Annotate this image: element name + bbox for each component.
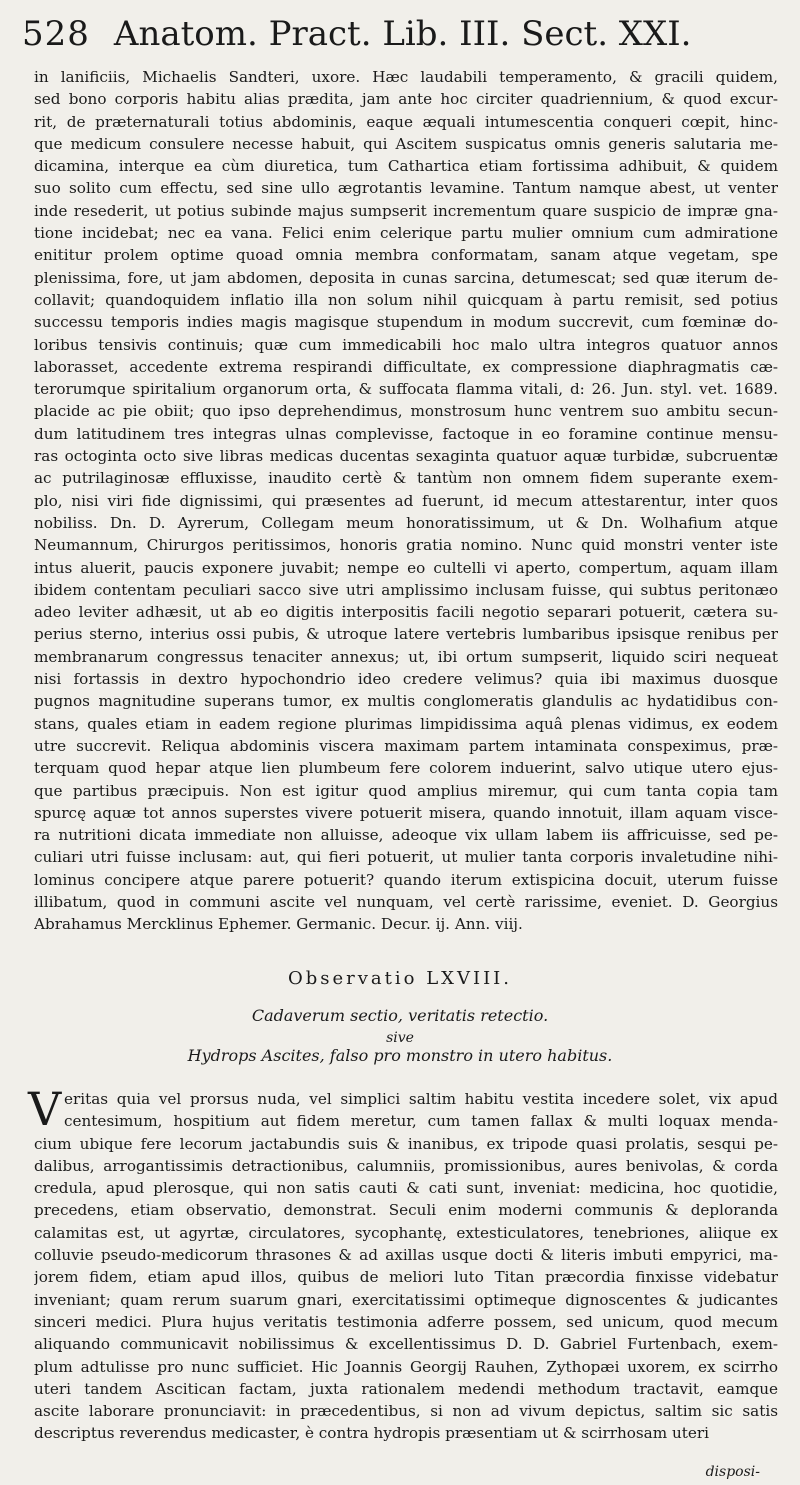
observation-subtitle: Cadaverum sectio, veritatis retectio. <box>251 1006 549 1025</box>
text-line: calamitas est, ut agyrtæ, circulatores, sycophantę, extesticulatores, tenebriones, aliique ex <box>34 1223 778 1242</box>
text-line: ras octoginta octo sive libras medicas ducentas sexaginta quatuor aquæ turbidæ, subcruentæ <box>34 447 778 466</box>
text-line: successu temporis indies magis magisque stupendum in modum succrevit, cum fœminæ do- <box>34 313 778 332</box>
text-line: Neumannum, Chirurgos peritissimos, honoris gratia nomino. Nunc quid monstri venter iste <box>34 536 778 555</box>
text-line: rit, de præternaturali totius abdominis, eaque æquali intumescentia conqueri cœpit, hinc- <box>34 112 778 131</box>
page-header <box>22 14 782 66</box>
text-line: loribus tensivis continuis; quæ cum immedicabili hoc malo ultra integros quatuor annos <box>34 335 778 354</box>
text-line: Abrahamus Mercklinus Ephemer. Germanic. Decur. ij. Ann. viij. <box>34 915 523 934</box>
text-line: illibatum, quod in communi ascite vel nunquam, vel certè rarissime, eveniet. D. Georgius <box>34 892 778 911</box>
text-line: in lanificiis, Michaelis Sandteri, uxore. Hæc laudabili temperamento, & gracili quidem, <box>34 68 778 86</box>
text-line: jorem fidem, etiam apud illos, quibus de meliori luto Titan præcordia finxisse videbatur <box>34 1268 778 1287</box>
text-line: collavit; quandoquidem inflatio illa non solum nihil quicquam à partu remisit, sed potius <box>34 290 778 309</box>
text-line: membranarum congressus tenaciter annexus; ut, ibi ortum sumpserit, liquido sciri nequeat <box>34 647 778 666</box>
text-line: uteri tandem Ascitican factam, juxta rationalem medendi methodum tractavit, eamque <box>34 1379 778 1398</box>
text-line: inde resederit, ut potius subinde majus sumpserit incrementum quare suspicio de impræ gna- <box>34 201 778 220</box>
text-line: stans, quales etiam in eadem regione plurimas limpidissima aquâ plenas vidimus, ex eodem <box>34 714 778 733</box>
text-line: sed bono corporis habitu alias prædita, jam ante hoc circiter quadriennium, & quod excur- <box>34 90 778 109</box>
text-line: laborasset, accedente extrema respirandi difficultate, ex compressione diaphragmatis cæ- <box>34 357 778 376</box>
page-number: 528 <box>22 14 90 54</box>
text-line: eritas quia vel prorsus nuda, vel simplici saltim habitu vestita incedere solet, vix apud <box>64 1090 778 1108</box>
text-line: spurcę aquæ tot annos superstes vivere potuerit misera, quando innotuit, illam aquam visce- <box>34 803 778 822</box>
text-line: tione incidebat; nec ea vana. Felici enim celerique partu mulier omnium cum admiratione <box>34 224 778 243</box>
text-line: intus aluerit, paucis exponere juvabit; nempe eo cultelli vi aperto, compertum, aquam illam <box>34 558 778 577</box>
drop-cap: V <box>28 1082 62 1136</box>
text-line: lominus concipere atque parere potuerit? quando iterum extispicina docuit, uterum fuisse <box>34 870 778 889</box>
text-line: plo, nisi viri fide dignissimi, qui præsentes ad fuerunt, id mecum attestarentur, inter quos <box>34 491 778 510</box>
text-line: terquam quod hepar atque lien plumbeum fere colorem induerint, salvo utique utero ejus- <box>34 759 778 778</box>
text-line: aliquando communicavit nobilissimus & excellentissimus D. D. Gabriel Furtenbach, exem- <box>34 1335 778 1354</box>
text-line: ra nutritioni dicata immediate non alluisse, adeoque vix ullam labem iis affricuisse, sed pe- <box>34 826 778 845</box>
text-line: precedens, etiam observatio, demonstrat. Seculi enim moderni communis & deploranda <box>34 1201 778 1220</box>
text-line: credula, apud plerosque, qui non satis cauti & cati sunt, inveniat: medicina, hoc quotidie, <box>34 1179 778 1198</box>
text-line: ac putrilaginosæ effluxisse, inaudito certè & tantùm non omnem fidem superante exem- <box>34 469 778 488</box>
text-line: perius sterno, interius ossi pubis, & utroque latere vertebris lumbaribus ipsisque renibus per <box>34 625 778 644</box>
text-line: colluvie pseudo-medicorum thrasones & ad axillas usque docti & literis imbuti empyrici, ma- <box>34 1246 778 1265</box>
text-line: placide ac pie obiit; quo ipso deprehendimus, monstrosum hunc ventrem suo ambitu secun- <box>34 402 778 421</box>
text-line: cium ubique fere lecorum jactabundis suis & inanibus, ex tripode quasi prolatis, sesqui pe- <box>34 1134 778 1153</box>
text-line: dalibus, arrogantissimis detractionibus, calumniis, promissionibus, aures benivolas, & corda <box>34 1156 778 1175</box>
text-line: nobiliss. Dn. D. Ayrerum, Collegam meum honoratissimum, ut & Dn. Wolhafium atque <box>34 513 778 532</box>
text-line: utre succrevit. Reliqua abdominis viscera maximam partem intaminata conspeximus, præ- <box>34 736 778 755</box>
text-line: adeo leviter adhæsit, ut ab eo digitis interpositis facili negotio separari potuerit, cætera su- <box>34 603 778 622</box>
text-line: ascite laborare pronunciavit: in præcedentibus, si non ad vivum depictus, saltim sic satis <box>34 1402 778 1421</box>
text-line: suo solito cum effectu, sed sine ullo ægrotantis levamine. Tantum namque abest, ut venter <box>34 179 778 198</box>
text-line: que medicum consulere necesse habuit, qui Ascitem suspicatus omnis generis salutaria me- <box>34 134 778 153</box>
text-line: sinceri medici. Plura hujus veritatis testimonia adferre possem, sed unicum, quod mecum <box>34 1312 778 1331</box>
observation-68-text <box>34 1088 778 1445</box>
text-line: dicamina, interque ea cùm diuretica, tum Cathartica etiam fortissima adhibuit, & quidem <box>34 157 778 176</box>
running-head: Anatom. Pract. Lib. III. Sect. XXI. <box>113 14 692 54</box>
text-line: culiari utri fuisse inclusam: aut, qui fieri potuerit, ut mulier tanta corporis invaletudine nihi- <box>34 848 778 867</box>
text-line: descriptus reverendus medicaster, è contra hydropis præsentiam ut & scirrhosam uteri <box>34 1424 709 1443</box>
catchword: disposi- <box>705 1464 760 1480</box>
text-line: pugnos magnitudine superans tumor, ex multis conglomeratis glandulis ac hydatidibus con- <box>34 692 778 711</box>
text-line: ibidem contentam peculiari sacco sive utri amplissimo inclusam fuisse, qui subtus peritonæo <box>34 580 778 599</box>
observation-title: Observatio LXVIII. <box>287 968 513 989</box>
text-line: terorumque spiritalium organorum orta, & suffocata flamma vitali, d: 26. Jun. styl. vet. 1689. <box>34 380 778 399</box>
text-line: que partibus præcipuis. Non est igitur quod amplius miremur, qui cum tanta copia tam <box>34 781 778 800</box>
text-line: inveniant; quam rerum suarum gnari, exercitatissimi optimeque dignoscentes & judicantes <box>34 1290 778 1309</box>
text-line: nisi fortassis in dextro hypochondrio ideo credere velimus? quia ibi maximus duosque <box>34 670 778 689</box>
text-line: enititur prolem optime quoad omnia membra conformatam, sanam atque vegetam, spe <box>34 246 778 265</box>
observation-alt-subtitle: Hydrops Ascites, falso pro monstro in utero habitus. <box>187 1046 613 1065</box>
observation-subtitle-conjunction: sive <box>386 1030 414 1046</box>
previous-observation-text <box>34 66 778 936</box>
text-line: dum latitudinem tres integras ulnas complevisse, factoque in eo foramine continue mensu- <box>34 424 778 443</box>
text-line: centesimum, hospitium aut fidem meretur, cum tamen fallax & multi loquax menda- <box>64 1112 778 1131</box>
text-line: plenissima, fore, ut jam abdomen, deposita in cunas sarcina, detumescat; sed quæ iterum de- <box>34 268 778 287</box>
text-line: plum adtulisse pro nunc sufficiet. Hic Joannis Georgij Rauhen, Zythopæi uxorem, ex scirrho <box>34 1357 778 1376</box>
